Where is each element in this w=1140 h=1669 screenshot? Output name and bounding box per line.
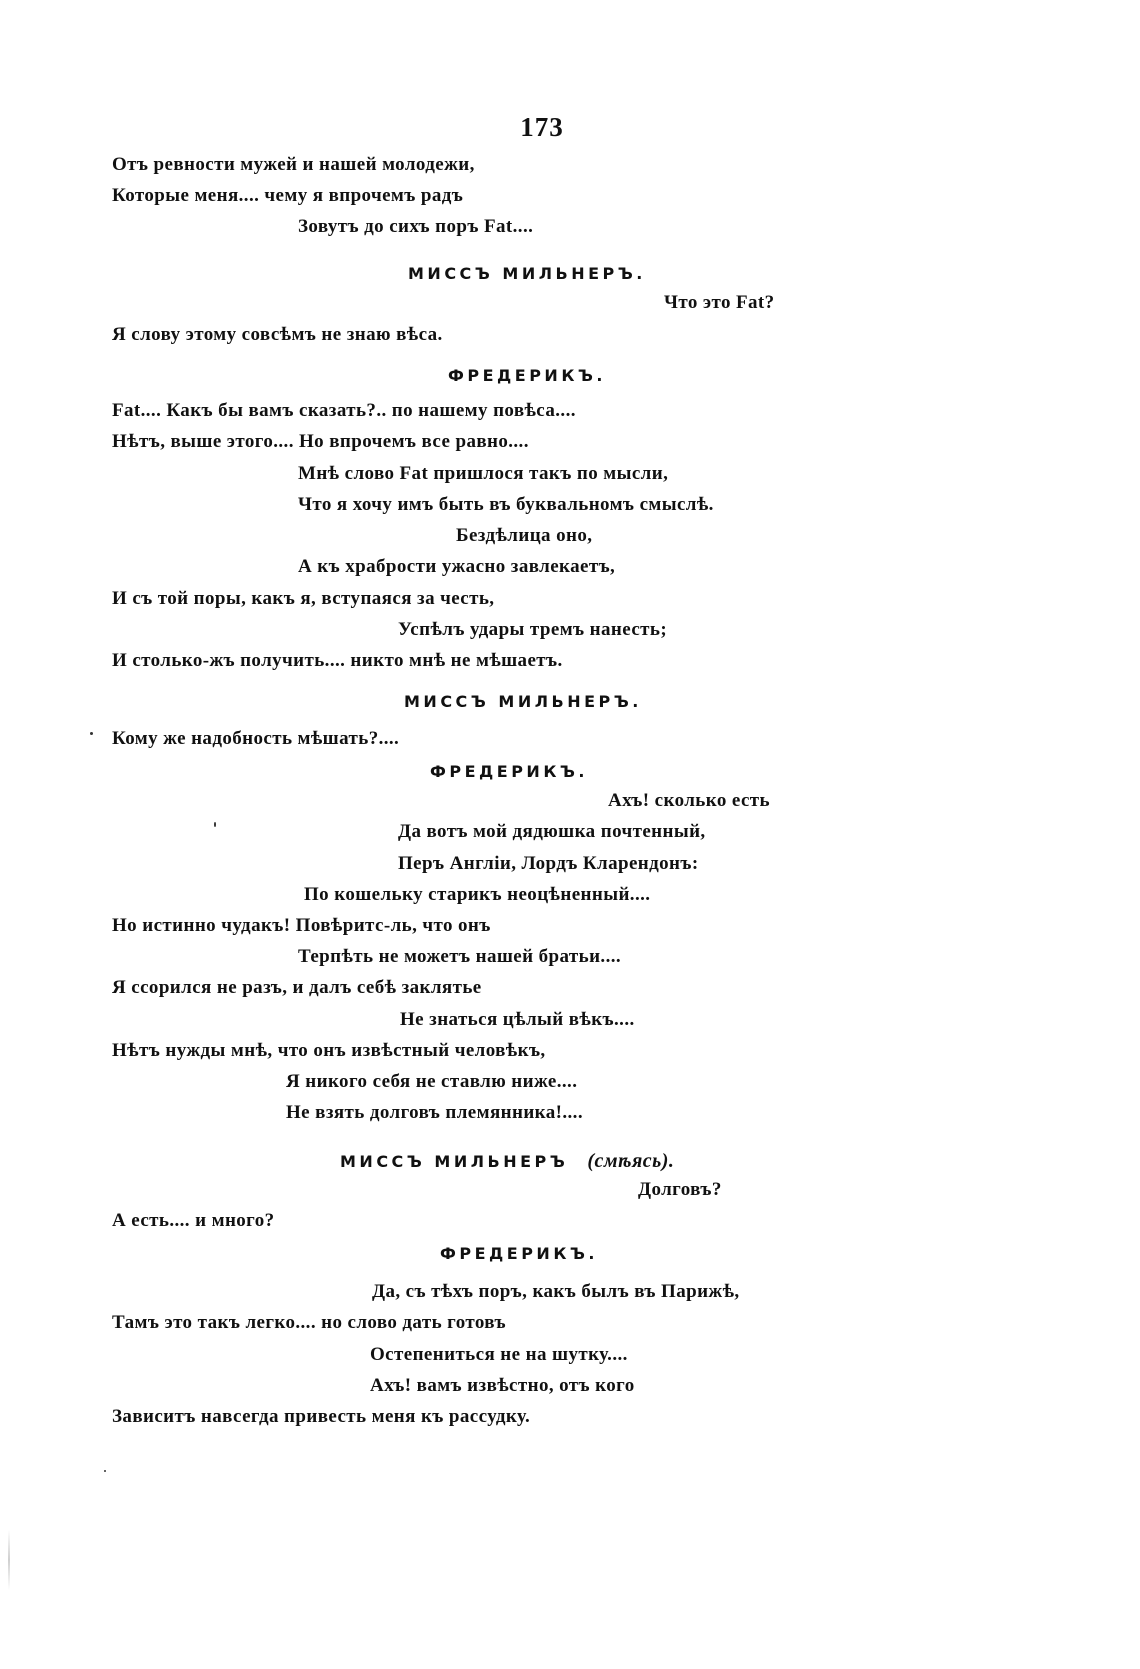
verse-line-13: Успѣлъ удары тремъ нанесть; (398, 619, 668, 640)
verse-line-25: Я никого себя не ставлю ниже.... (286, 1071, 578, 1092)
verse-line-22: Я ссорился не разъ, и далъ себѣ заклятье (112, 977, 482, 998)
speaker-heading: ФРЕДЕРИКЪ. (430, 762, 589, 781)
speaker-heading: МИССЪ МИЛЬНЕРЪ. (404, 692, 642, 711)
scan-edge-mark (8, 1530, 10, 1590)
verse-line-27: Долговъ? (638, 1179, 722, 1200)
verse-line-9: Что я хочу имъ быть въ буквальномъ смыслѣ. (298, 494, 714, 515)
verse-line-6: Fat.... Какъ бы вамъ сказать?.. по нашему повѣса.... (112, 400, 576, 421)
verse-line-30: Тамъ это такъ легко.... но слово дать готовъ (112, 1312, 506, 1333)
verse-line-3: Зовутъ до сихъ поръ Fat.... (298, 216, 534, 237)
ink-speck (214, 822, 216, 827)
verse-line-17: Да вотъ мой дядюшка почтенный, (398, 821, 706, 842)
ink-speck (90, 732, 93, 735)
speaker-heading: ФРЕДЕРИКЪ. (448, 366, 607, 385)
verse-line-32: Ахъ! вамъ извѣстно, отъ кого (370, 1375, 635, 1396)
verse-line-26: Не взять долговъ племянника!.... (286, 1102, 583, 1123)
ink-speck (104, 1470, 106, 1472)
page-number: 173 (520, 112, 564, 142)
verse-line-19: По кошельку старикъ неоцѣненный.... (304, 884, 651, 905)
verse-line-16: Ахъ! сколько есть (608, 790, 770, 811)
stage-direction: (смѣясь). (587, 1150, 675, 1172)
verse-line-1: Отъ ревности мужей и нашей молодежи, (112, 154, 475, 175)
verse-line-11: А къ храбрости ужасно завлекаетъ, (298, 556, 616, 577)
speaker-heading: ФРЕДЕРИКЪ. (440, 1244, 599, 1263)
verse-line-15: Кому же надобность мѣшать?.... (112, 728, 400, 749)
speaker-name: МИССЪ МИЛЬНЕРЪ (340, 1152, 569, 1171)
verse-line-31: Остепениться не на шутку.... (370, 1344, 628, 1365)
verse-line-2: Которые меня.... чему я впрочемъ радъ (112, 185, 464, 206)
verse-line-12: И съ той поры, какъ я, вступаяся за честь, (112, 588, 495, 609)
verse-line-29: Да, съ тѣхъ поръ, какъ былъ въ Парижѣ, (372, 1281, 740, 1302)
verse-line-18: Перъ Англіи, Лордъ Кларендонъ: (398, 853, 699, 874)
verse-line-7: Нѣтъ, выше этого.... Но впрочемъ все равно.... (112, 431, 529, 452)
verse-line-10: Бездѣлица оно, (456, 525, 593, 546)
verse-line-14: И столько-жъ получить.... никто мнѣ не мѣшаетъ. (112, 650, 563, 671)
verse-line-8: Мнѣ слово Fat пришлося такъ по мысли, (298, 463, 669, 484)
verse-line-21: Терпѣть не можетъ нашей братьи.... (298, 946, 622, 967)
verse-line-5: Я слову этому совсѣмъ не знаю вѣса. (112, 324, 443, 345)
verse-line-28: А есть.... и много? (112, 1210, 275, 1231)
speaker-heading: МИССЪ МИЛЬНЕРЪ. (408, 264, 646, 283)
verse-line-24: Нѣтъ нужды мнѣ, что онъ извѣстный человѣкъ, (112, 1040, 546, 1061)
verse-line-33: Зависитъ навсегда привесть меня къ рассудку. (112, 1406, 531, 1427)
verse-line-23: Не знаться цѣлый вѣкъ.... (400, 1009, 635, 1030)
verse-line-20: Но истинно чудакъ! Повѣритс-ль, что онъ (112, 915, 491, 936)
verse-line-4: Что это Fat? (664, 292, 775, 313)
speaker-heading (340, 1150, 674, 1173)
